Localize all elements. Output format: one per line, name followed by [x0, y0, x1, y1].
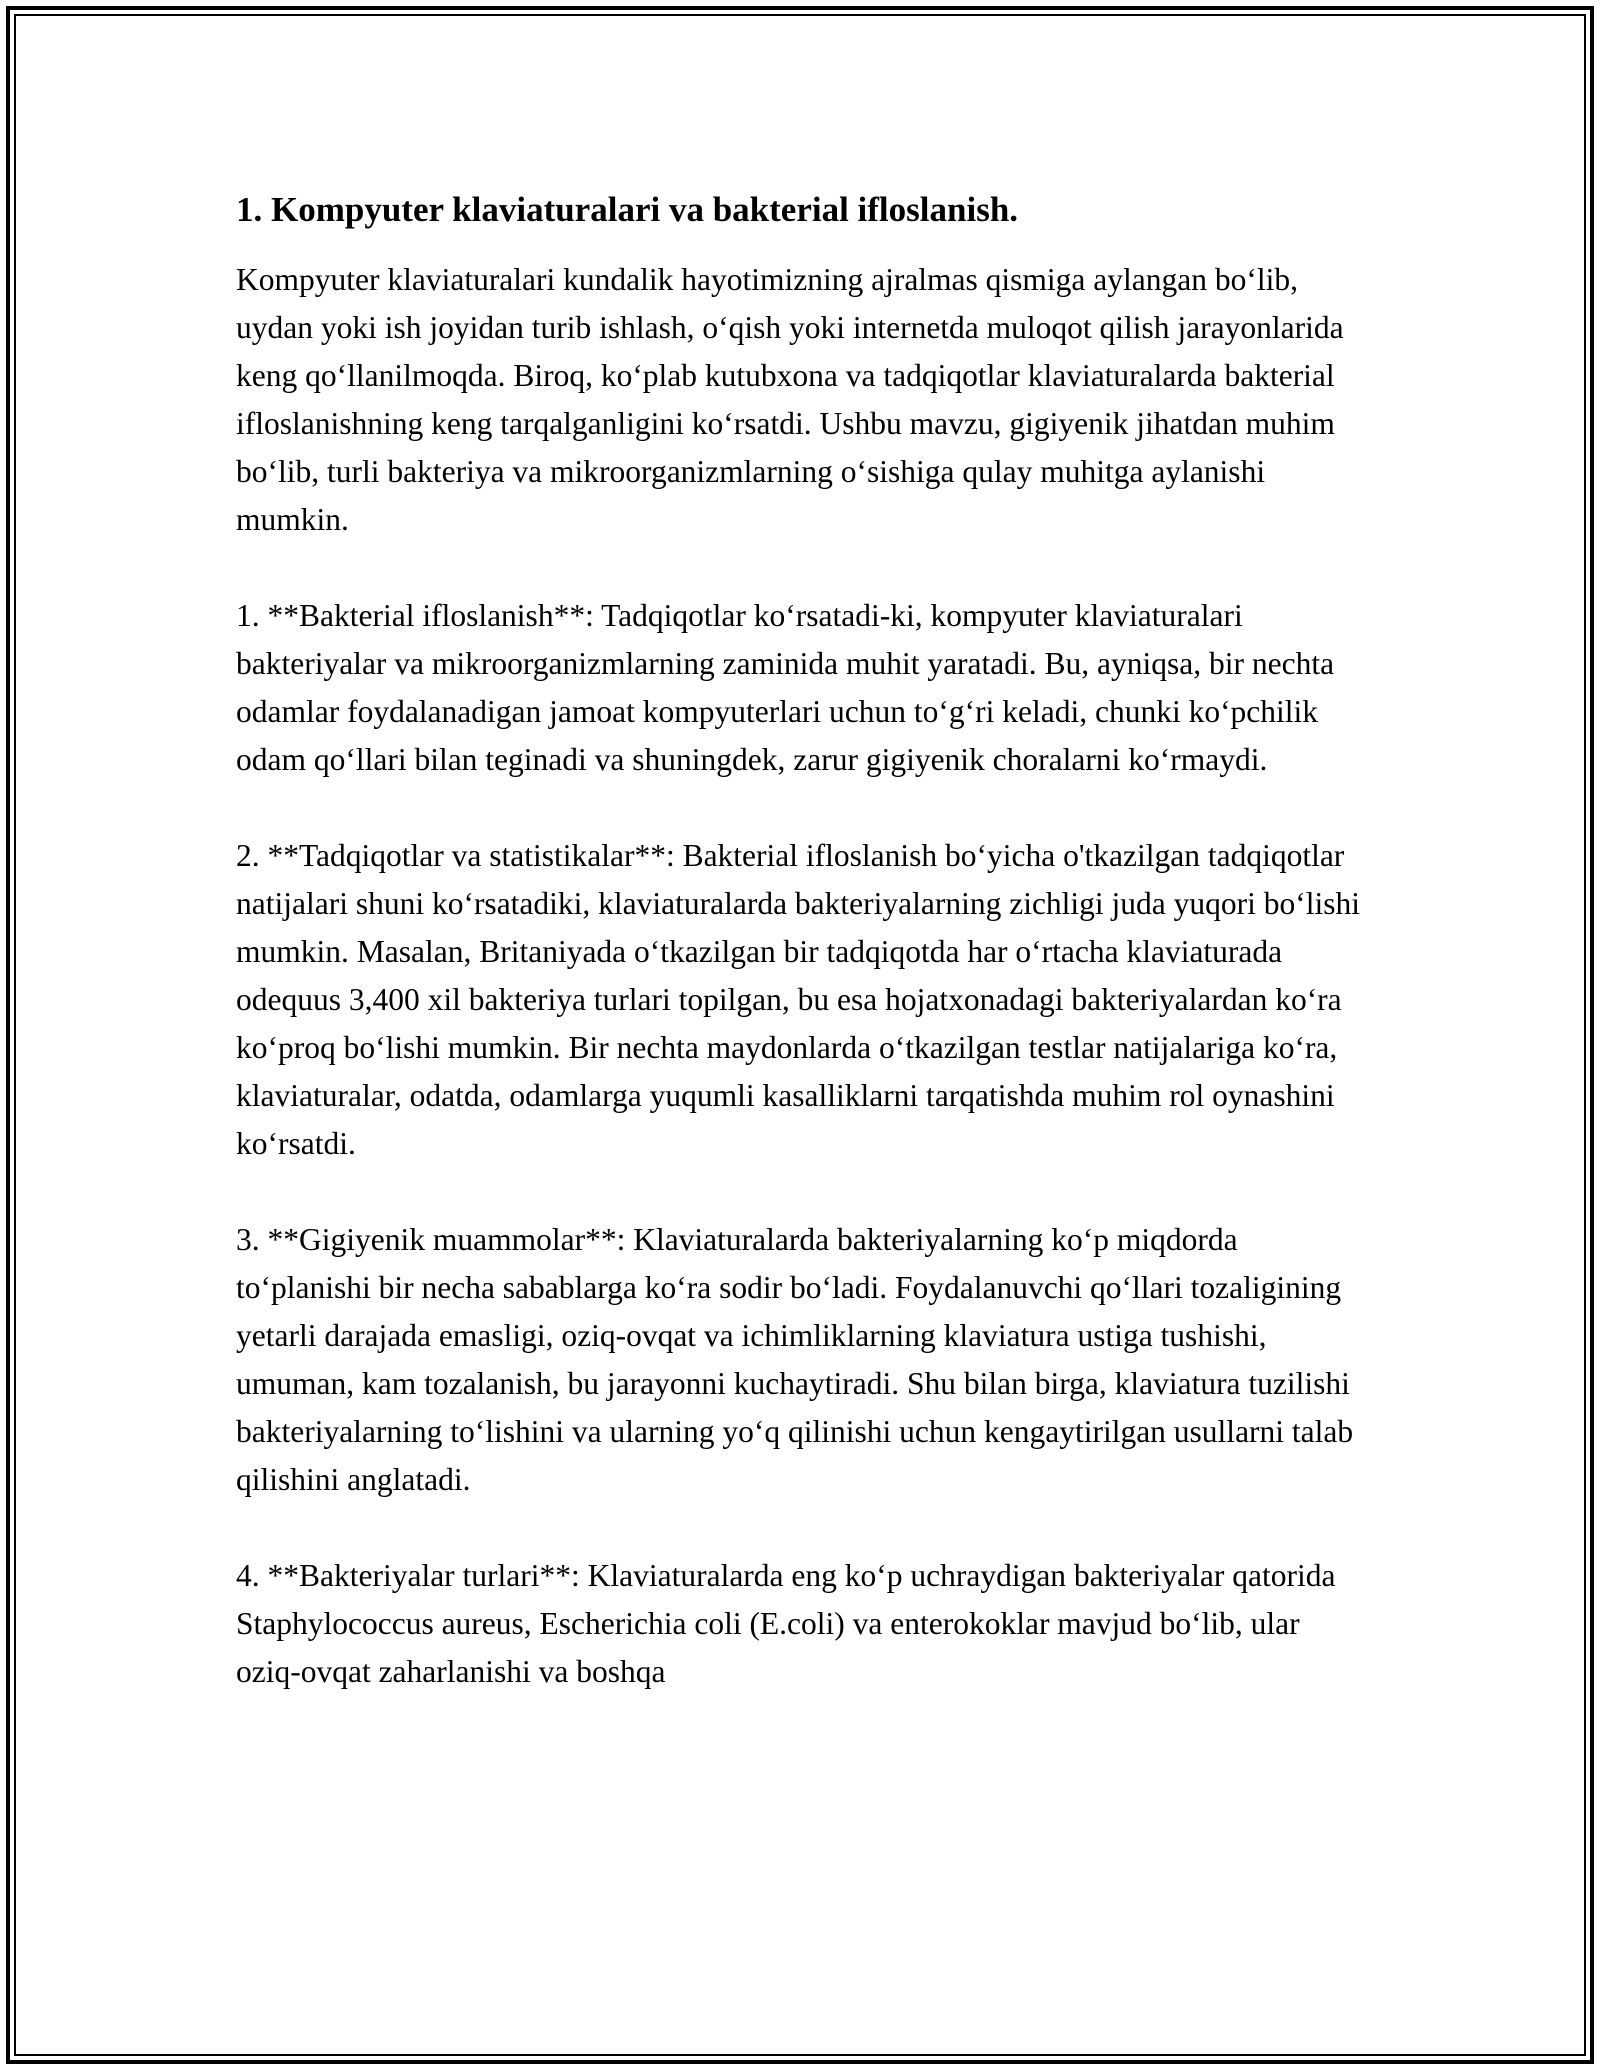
paragraph-tadqiqotlar-statistikalar: 2. **Tadqiqotlar va statistikalar**: Bakterial ifloslanish bo‘yicha o'tkazilgan tadqiqotlar natijalari shuni ko‘rsatadiki, klaviaturalarda bakteriyalarning zichligi juda yuqori bo‘lishi mumkin. Masalan, Britaniyada o‘tkazilgan bir tadqiqotda har o‘rtacha klaviaturada odequus 3,400 xil bakteriya turlari topilgan, bu esa hojatxonadagi bakteriyalardan ko‘ra ko‘proq bo‘lishi mumkin. Bir nechta maydonlarda o‘tkazilgan testlar natijalariga ko‘ra, klaviaturalar, odatda, odamlarga yuqumli kasalliklarni tarqatishda muhim rol oynashini ko‘rsatdi.	[236, 838, 1361, 1161]
paragraph-bakterial-ifloslanish: 1. **Bakterial ifloslanish**: Tadqiqotlar ko‘rsatadi-ki, kompyuter klaviaturalari bakteriyalar va mikroorganizmlarning zaminida muhit yaratadi. Bu, ayniqsa, bir nechta odamlar foydalanadigan jamoat kompyuterlari uchun to‘g‘ri keladi, chunki ko‘pchilik odam qo‘llari bilan teginadi va shuningdek, zarur gigiyenik choralarni ko‘rmaydi.	[236, 598, 1335, 777]
section-title: 1. Kompyuter klaviaturalari va bakterial ifloslanish.	[236, 190, 1019, 229]
document-body	[236, 186, 1366, 1696]
paragraph-gigiyenik-muammolar: 3. **Gigiyenik muammolar**: Klaviaturalarda bakteriyalarning ko‘p miqdorda to‘planishi bir necha sabablarga ko‘ra sodir bo‘ladi. Foydalanuvchi qo‘llari tozaligining yetarli darajada emasligi, oziq-ovqat va ichimliklarning klaviatura ustiga tushishi, umuman, kam tozalanish, bu jarayonni kuchaytiradi. Shu bilan birga, klaviatura tuzilishi bakteriyalarning to‘lishini va ularning yo‘q qilinishi uchun kengaytirilgan usullarni talab qilishini anglatadi.	[236, 1222, 1354, 1497]
intro-paragraph: Kompyuter klaviaturalari kundalik hayotimizning ajralmas qismiga aylangan bo‘lib, uydan yoki ish joyidan turib ishlash, o‘qish yoki internetda muloqot qilish jarayonlarida keng qo‘llanilmoqda. Biroq, ko‘plab kutubxona va tadqiqotlar klaviaturalarda bakterial ifloslanishning keng tarqalganligini ko‘rsatdi. Ushbu mavzu, gigiyenik jihatdan muhim bo‘lib, turli bakteriya va mikroorganizmlarning o‘sishiga qulay muhitga aylanishi mumkin.	[236, 262, 1344, 537]
paragraph-bakteriyalar-turlari: 4. **Bakteriyalar turlari**: Klaviaturalarda eng ko‘p uchraydigan bakteriyalar qatorida Staphylococcus aureus, Escherichia coli (E.coli) va enterokoklar mavjud bo‘lib, ular oziq-ovqat zaharlanishi va boshqa	[236, 1558, 1336, 1689]
